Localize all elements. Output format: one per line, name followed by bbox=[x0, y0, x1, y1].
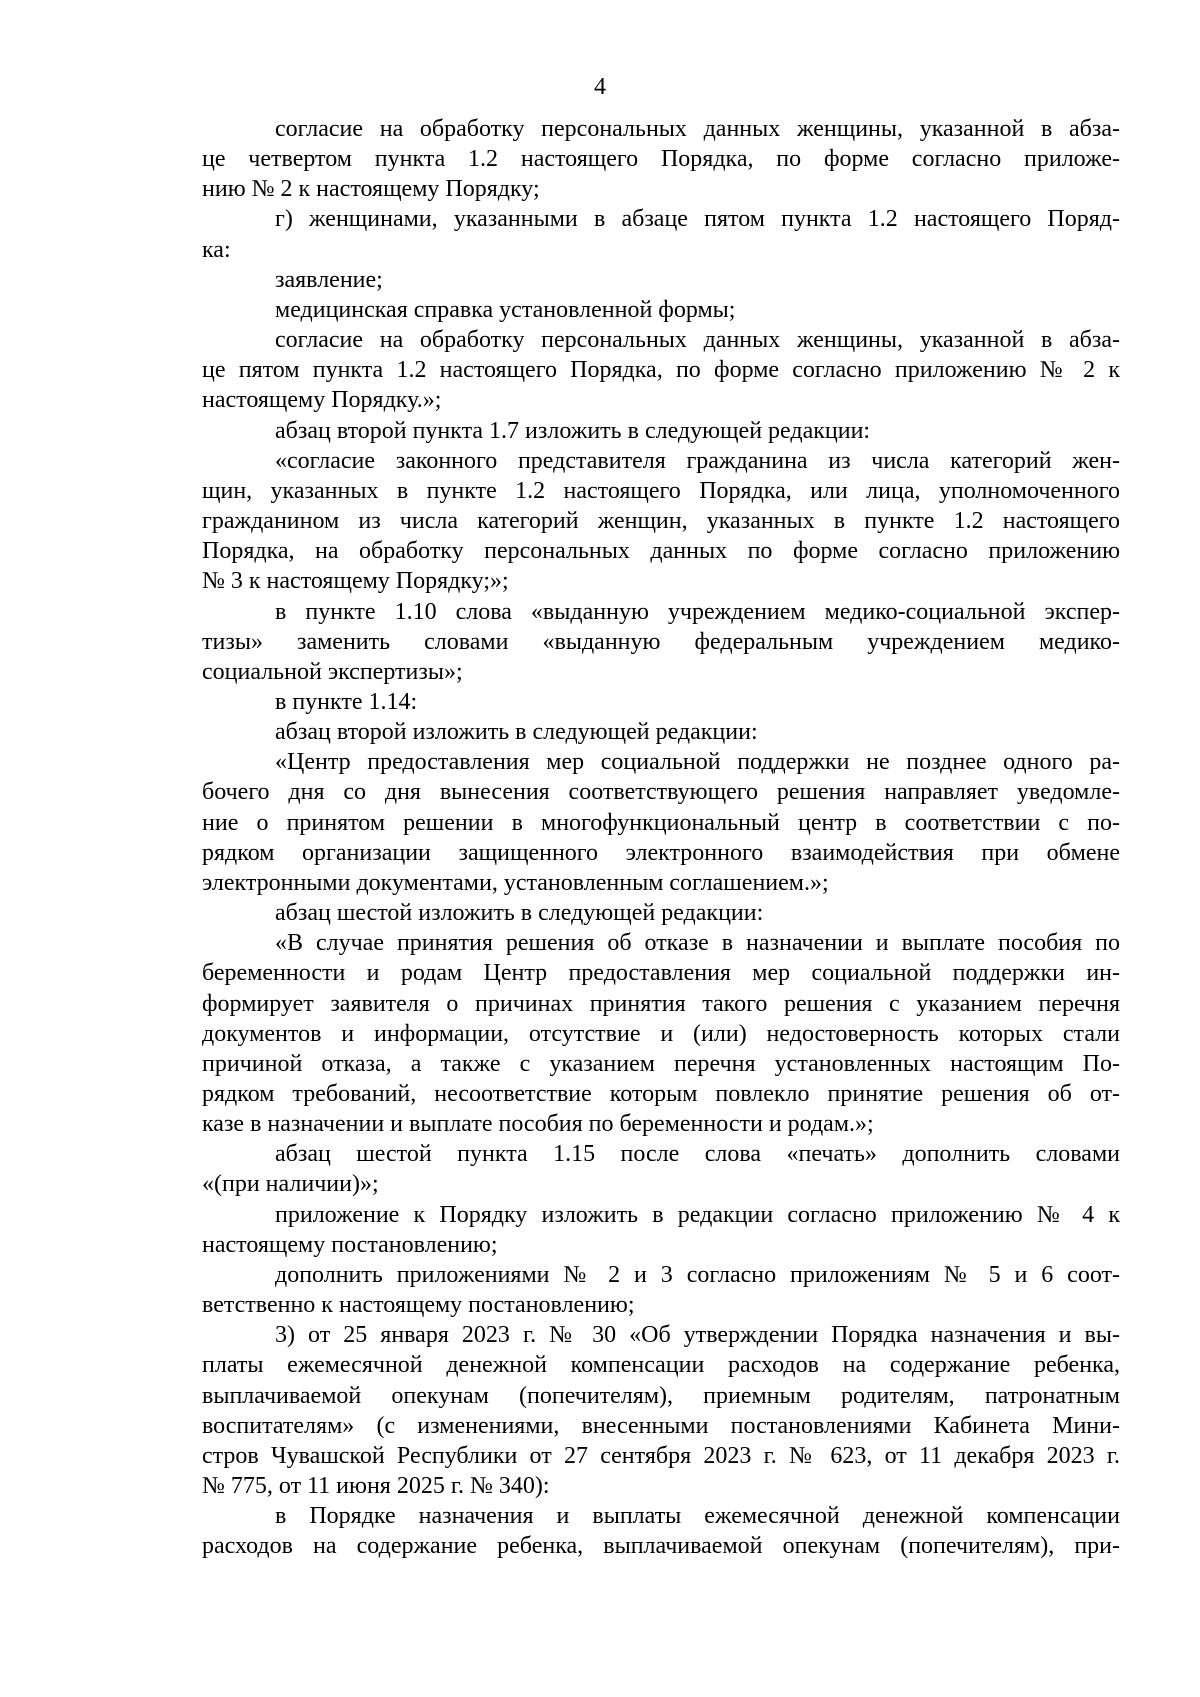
text-line: ветственно к настоящему постановлению; bbox=[202, 1292, 635, 1319]
text-line: нию № 2 к настоящему Порядку; bbox=[202, 176, 540, 203]
text-line: щин, указанных в пункте 1.2 настоящего Порядка, или лица, уполномоченного bbox=[202, 477, 1120, 504]
paragraph bbox=[202, 204, 1120, 264]
text-line: причиной отказа, а также с указанием перечня установленных настоящим По- bbox=[202, 1050, 1120, 1077]
text-line: ка: bbox=[202, 236, 231, 263]
text-line: согласие на обработку персональных данных женщины, указанной в абза- bbox=[275, 116, 1120, 142]
text-line: в Порядке назначения и выплаты ежемесячной денежной компенсации bbox=[275, 1503, 1120, 1530]
paragraph bbox=[202, 1320, 1120, 1501]
text-line: платы ежемесячной денежной компенсации расходов на содержание ребенка, bbox=[202, 1352, 1120, 1379]
text-line: беременности и родам Центр предоставления мер социальной поддержки ин- bbox=[202, 960, 1120, 987]
text-line: в пункте 1.14: bbox=[275, 688, 418, 715]
text-line: г) женщинами, указанными в абзаце пятом пункта 1.2 настоящего Поряд- bbox=[275, 206, 1120, 233]
text-line: расходов на содержание ребенка, выплачиваемой опекунам (попечителям), при- bbox=[202, 1533, 1120, 1560]
text-line: согласие на обработку персональных данных женщины, указанной в абза- bbox=[275, 327, 1120, 354]
paragraph bbox=[202, 1139, 1120, 1199]
text-line: абзац второй пункта 1.7 изложить в следующей редакции: bbox=[275, 417, 871, 444]
text-line: дополнить приложениями № 2 и 3 согласно приложениям № 5 и 6 соот- bbox=[275, 1261, 1120, 1288]
paragraph bbox=[202, 747, 1120, 898]
text-line: «Центр предоставления мер социальной поддержки не позднее одного ра- bbox=[275, 749, 1120, 776]
text-line: заявление; bbox=[275, 266, 383, 293]
text-line: рядком требований, несоответствие которым повлекло принятие решения об от- bbox=[202, 1081, 1120, 1107]
text-line: приложение к Порядку изложить в редакции согласно приложению № 4 к bbox=[275, 1201, 1120, 1228]
paragraph bbox=[202, 325, 1120, 415]
text-line: казе в назначении и выплате пособия по беременности и родам.»; bbox=[202, 1111, 874, 1138]
paragraph bbox=[202, 295, 1120, 325]
paragraph bbox=[202, 597, 1120, 687]
text-line: абзац шестой изложить в следующей редакции: bbox=[275, 900, 764, 927]
paragraph bbox=[202, 1200, 1120, 1260]
paragraph bbox=[202, 928, 1120, 1139]
text-line: Порядка, на обработку персональных данных по форме согласно приложению bbox=[202, 538, 1120, 565]
text-line: в пункте 1.10 слова «выданную учреждением медико-социальной экспер- bbox=[275, 598, 1120, 625]
text-line: стров Чувашской Республики от 27 сентября 2023 г. № 623, от 11 декабря 2023 г. bbox=[202, 1442, 1120, 1469]
text-line: ние о принятом решении в многофункциональный центр в соответствии с по- bbox=[202, 809, 1120, 836]
paragraph bbox=[202, 114, 1120, 204]
page-number: 4 bbox=[594, 74, 606, 100]
text-line: настоящему постановлению; bbox=[202, 1231, 498, 1258]
text-line: «(при наличии)»; bbox=[202, 1171, 379, 1198]
text-line: № 775, от 11 июня 2025 г. № 340): bbox=[202, 1473, 550, 1500]
paragraph bbox=[202, 446, 1120, 597]
text-line: «В случае принятия решения об отказе в назначении и выплате пособия по bbox=[275, 930, 1120, 957]
text-line: 3) от 25 января 2023 г. № 30 «Об утверждении Порядка назначения и вы- bbox=[275, 1322, 1120, 1349]
text-line: це пятом пункта 1.2 настоящего Порядка, по форме согласно приложению № 2 к bbox=[202, 357, 1120, 384]
text-line: воспитателям» (с изменениями, внесенными постановлениями Кабинета Мини- bbox=[202, 1412, 1120, 1439]
text-line: це четвертом пункта 1.2 настоящего Порядка, по форме согласно приложе- bbox=[202, 146, 1120, 173]
text-line: абзац шестой пункта 1.15 после слова «печать» дополнить словами bbox=[275, 1141, 1120, 1168]
paragraph bbox=[202, 265, 1120, 295]
text-line: электронными документами, установленным соглашением.»; bbox=[202, 869, 829, 896]
paragraph bbox=[202, 416, 1120, 446]
text-line: гражданином из числа категорий женщин, указанных в пункте 1.2 настоящего bbox=[202, 508, 1120, 535]
text-line: документов и информации, отсутствие и (или) недостоверность которых стали bbox=[202, 1020, 1120, 1047]
text-line: социальной экспертизы»; bbox=[202, 658, 463, 685]
text-line: медицинская справка установленной формы; bbox=[275, 296, 736, 323]
document-body bbox=[202, 114, 1120, 1562]
text-line: формирует заявителя о причинах принятия такого решения с указанием перечня bbox=[202, 990, 1120, 1017]
text-line: «согласие законного представителя гражданина из числа категорий жен- bbox=[275, 447, 1120, 474]
paragraph bbox=[202, 1501, 1120, 1561]
paragraph bbox=[202, 717, 1120, 747]
paragraph bbox=[202, 1260, 1120, 1320]
text-line: рядком организации защищенного электронного взаимодействия при обмене bbox=[202, 839, 1120, 866]
paragraph bbox=[202, 898, 1120, 928]
text-line: тизы» заменить словами «выданную федеральным учреждением медико- bbox=[202, 628, 1120, 655]
paragraph bbox=[202, 687, 1120, 717]
text-line: выплачиваемой опекунам (попечителям), приемным родителям, патронатным bbox=[202, 1382, 1120, 1409]
text-line: бочего дня со дня вынесения соответствующего решения направляет уведомле- bbox=[202, 779, 1120, 806]
text-line: настоящему Порядку.»; bbox=[202, 387, 442, 414]
text-line: абзац второй изложить в следующей редакции: bbox=[275, 719, 758, 746]
text-line: № 3 к настоящему Порядку;»; bbox=[202, 568, 509, 595]
